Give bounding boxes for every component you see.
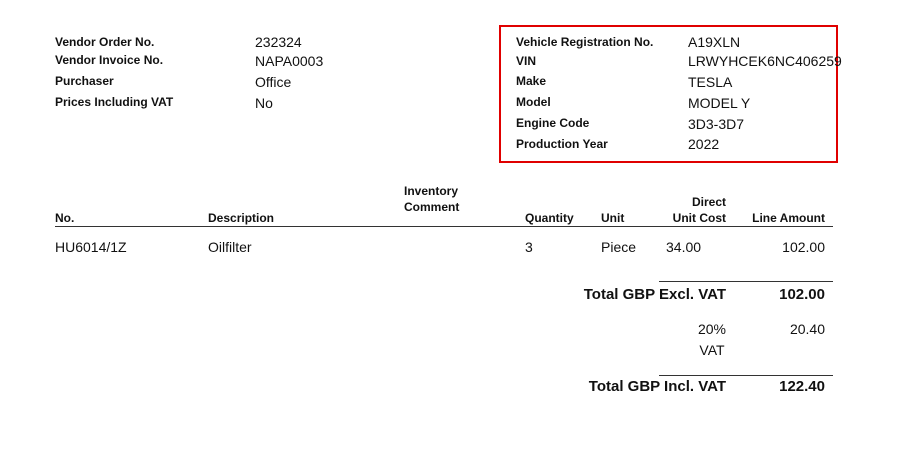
production-year-value: 2022 xyxy=(688,136,720,152)
purchaser-label: Purchaser xyxy=(55,74,114,88)
col-header-description: Description xyxy=(208,211,275,225)
row-quantity: 3 xyxy=(525,239,533,255)
row-unit: Piece xyxy=(601,239,637,255)
vendor-order-label: Vendor Order No. xyxy=(55,35,155,49)
engine-code-label: Engine Code xyxy=(516,116,590,130)
vehicle-reg-label: Vehicle Registration No. xyxy=(516,35,654,49)
total-incl-vat-label: Total GBP Incl. VAT xyxy=(588,378,726,395)
model-value: MODEL Y xyxy=(688,95,751,111)
col-header-unit: Unit xyxy=(601,211,625,225)
col-header-quantity: Quantity xyxy=(525,211,574,225)
prices-incl-vat-value: No xyxy=(255,95,273,111)
vendor-invoice-value: NAPA0003 xyxy=(255,53,324,69)
vat-amount: 20.40 xyxy=(789,321,825,337)
make-value: TESLA xyxy=(688,74,733,90)
vin-value: LRWYHCEK6NC406259 xyxy=(688,53,842,69)
col-header-direct: Direct xyxy=(691,195,726,209)
prices-incl-vat-label: Prices Including VAT xyxy=(55,95,174,109)
vehicle-reg-value: A19XLN xyxy=(688,34,741,50)
vat-rate: 20% xyxy=(697,321,727,337)
col-header-line-amount: Line Amount xyxy=(752,211,825,225)
engine-code-value: 3D3-3D7 xyxy=(688,116,745,132)
total-incl-vat-value: 122.40 xyxy=(779,378,825,395)
make-label: Make xyxy=(516,74,547,88)
header-divider xyxy=(55,226,833,227)
vendor-order-value: 232324 xyxy=(255,34,302,50)
total-rule xyxy=(659,375,833,376)
vendor-invoice-label: Vendor Invoice No. xyxy=(55,53,164,67)
row-line-amount: 102.00 xyxy=(782,239,825,255)
vat-label: VAT xyxy=(699,342,725,358)
row-no: HU6014/1Z xyxy=(55,239,127,255)
row-description: Oilfilter xyxy=(208,239,252,255)
subtotal-rule xyxy=(659,281,833,282)
purchaser-value: Office xyxy=(255,74,292,90)
vin-label: VIN xyxy=(516,54,537,68)
col-header-inventory: Inventory xyxy=(404,184,459,198)
total-excl-vat-label: Total GBP Excl. VAT xyxy=(583,286,726,303)
col-header-comment: Comment xyxy=(404,200,460,214)
model-label: Model xyxy=(516,95,551,109)
col-header-no: No. xyxy=(55,211,75,225)
production-year-label: Production Year xyxy=(516,137,608,151)
col-header-unit-cost: Unit Cost xyxy=(672,211,726,225)
row-unit-cost: 34.00 xyxy=(666,239,702,255)
total-excl-vat-value: 102.00 xyxy=(779,286,825,303)
